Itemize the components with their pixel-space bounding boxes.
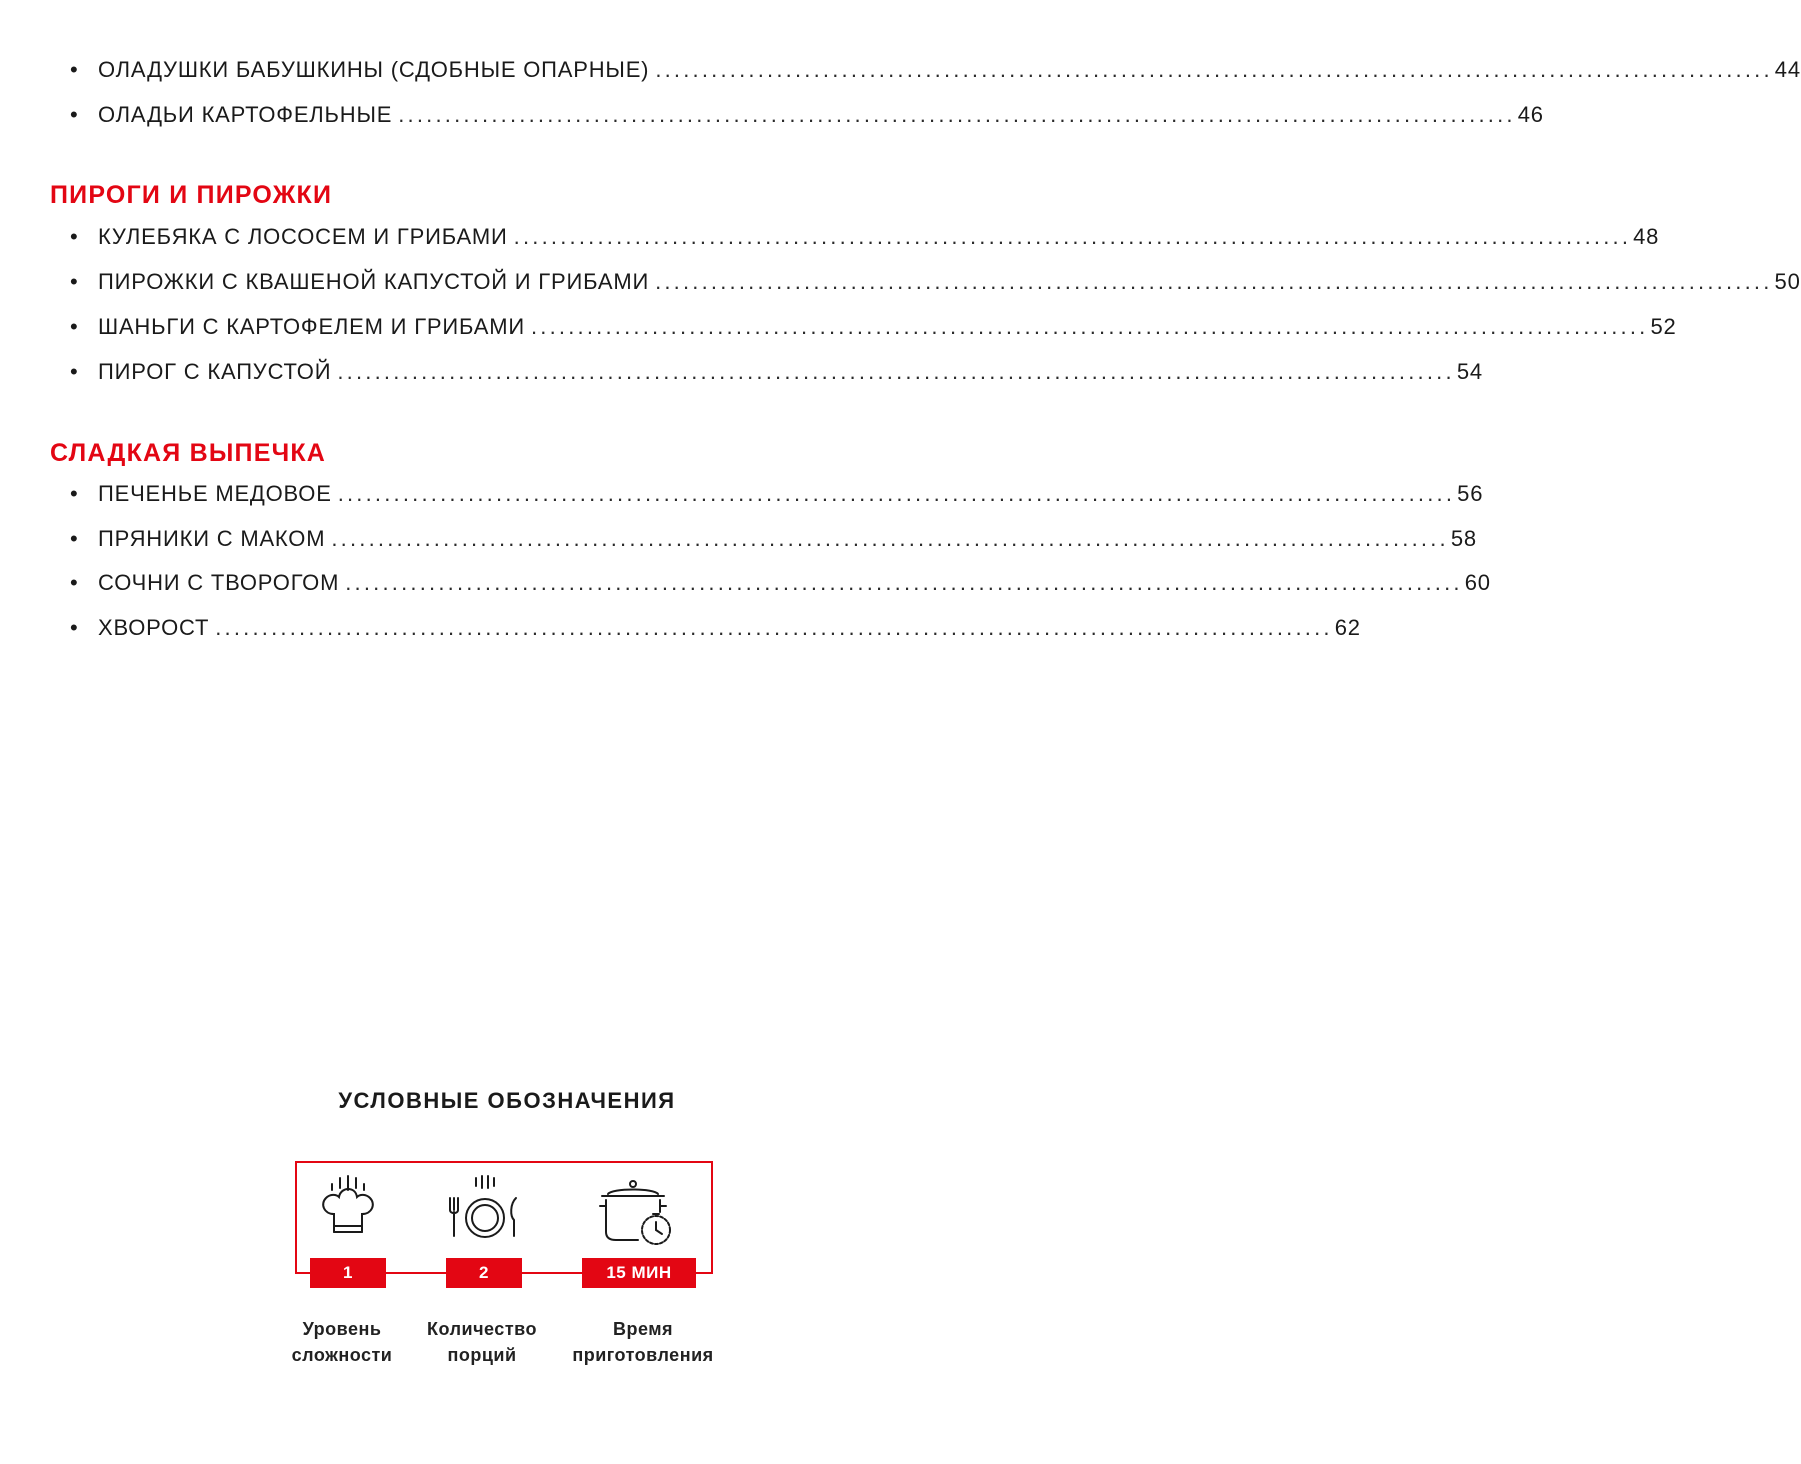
dot-leader: ........................................................................................................................ bbox=[345, 570, 1463, 595]
difficulty-caption-line2: сложности bbox=[291, 1345, 393, 1365]
toc-entry-title: ХВОРОСТ bbox=[98, 615, 210, 640]
difficulty-caption bbox=[268, 1316, 416, 1368]
legend-heading: УСЛОВНЫЕ ОБОЗНАЧЕНИЯ bbox=[338, 1088, 676, 1113]
dot-leader: ........................................................................................................................ bbox=[530, 314, 1649, 339]
toc-entry-page: 56 bbox=[1457, 481, 1484, 506]
toc-entry-page: 48 bbox=[1633, 224, 1660, 249]
difficulty-badge: 1 bbox=[310, 1258, 386, 1288]
bullet: • bbox=[70, 481, 79, 506]
toc-entry[interactable] bbox=[70, 220, 1660, 254]
servings-caption bbox=[408, 1316, 556, 1368]
toc-entry[interactable] bbox=[70, 566, 1491, 600]
toc-entry[interactable] bbox=[70, 310, 1677, 344]
toc-entry[interactable] bbox=[70, 265, 1801, 299]
dot-leader: ........................................................................................................................ bbox=[398, 102, 1516, 127]
toc-entry[interactable] bbox=[70, 611, 1361, 645]
toc-entry-page: 52 bbox=[1650, 314, 1677, 339]
toc-entry[interactable] bbox=[70, 477, 1484, 511]
toc-entry-title: ПИРОГ С КАПУСТОЙ bbox=[98, 359, 332, 384]
toc-entry-title: ОЛАДЬИ КАРТОФЕЛЬНЫЕ bbox=[98, 102, 393, 127]
toc-entry-title: ПЕЧЕНЬЕ МЕДОВОЕ bbox=[98, 481, 332, 506]
pot-timer-icon bbox=[598, 1178, 682, 1252]
dot-leader: ........................................................................................................................ bbox=[337, 359, 1455, 384]
servings-caption-line1: Количество bbox=[427, 1319, 537, 1339]
dot-leader: ........................................................................................................................ bbox=[337, 481, 1456, 506]
bullet: • bbox=[70, 57, 79, 82]
toc-entry[interactable] bbox=[70, 53, 1801, 87]
chef-hat-icon bbox=[312, 1174, 384, 1246]
dot-leader: ........................................................................................................................ bbox=[331, 526, 1449, 551]
toc-entry-title: СОЧНИ С ТВОРОГОМ bbox=[98, 570, 340, 595]
toc-entry-page: 58 bbox=[1450, 526, 1477, 551]
toc-entry-page: 50 bbox=[1774, 269, 1801, 294]
bullet: • bbox=[70, 359, 79, 384]
dot-leader: ........................................................................................................................ bbox=[655, 57, 1773, 82]
bullet: • bbox=[70, 615, 79, 640]
toc-entry[interactable] bbox=[70, 355, 1483, 389]
section-heading-sweet-baking: СЛАДКАЯ ВЫПЕЧКА bbox=[50, 439, 327, 467]
toc-entry-page: 46 bbox=[1517, 102, 1544, 127]
toc-entry-page: 44 bbox=[1774, 57, 1801, 82]
section-heading-pies: ПИРОГИ И ПИРОЖКИ bbox=[50, 181, 333, 209]
bullet: • bbox=[70, 570, 79, 595]
toc-entry[interactable] bbox=[70, 98, 1544, 132]
toc-entry-title: ШАНЬГИ С КАРТОФЕЛЕМ И ГРИБАМИ bbox=[98, 314, 525, 339]
toc-entry-page: 60 bbox=[1464, 570, 1491, 595]
toc-entry-title: ПИРОЖКИ С КВАШЕНОЙ КАПУСТОЙ И ГРИБАМИ bbox=[98, 269, 650, 294]
servings-badge: 2 bbox=[446, 1258, 522, 1288]
bullet: • bbox=[70, 314, 79, 339]
servings-caption-line2: порций bbox=[447, 1345, 517, 1365]
time-caption-line2: приготовления bbox=[572, 1345, 714, 1365]
toc-entry-title: КУЛЕБЯКА С ЛОСОСЕМ И ГРИБАМИ bbox=[98, 224, 508, 249]
toc-entry-page: 62 bbox=[1334, 615, 1361, 640]
toc-entry-title: ПРЯНИКИ С МАКОМ bbox=[98, 526, 326, 551]
bullet: • bbox=[70, 102, 79, 127]
plate-cutlery-icon bbox=[442, 1174, 526, 1246]
difficulty-caption-line1: Уровень bbox=[302, 1319, 382, 1339]
dot-leader: ........................................................................................................................ bbox=[215, 615, 1333, 640]
bullet: • bbox=[70, 224, 79, 249]
toc-entry-title: ОЛАДУШКИ БАБУШКИНЫ (СДОБНЫЕ ОПАРНЫЕ) bbox=[98, 57, 650, 82]
toc-entry[interactable] bbox=[70, 522, 1477, 556]
bullet: • bbox=[70, 269, 79, 294]
time-caption bbox=[558, 1316, 728, 1368]
dot-leader: ........................................................................................................................ bbox=[513, 224, 1632, 249]
time-badge: 15 МИН bbox=[582, 1258, 696, 1288]
bullet: • bbox=[70, 526, 79, 551]
toc-entry-page: 54 bbox=[1456, 359, 1483, 384]
dot-leader: ........................................................................................................................ bbox=[655, 269, 1773, 294]
time-caption-line1: Время bbox=[612, 1319, 674, 1339]
